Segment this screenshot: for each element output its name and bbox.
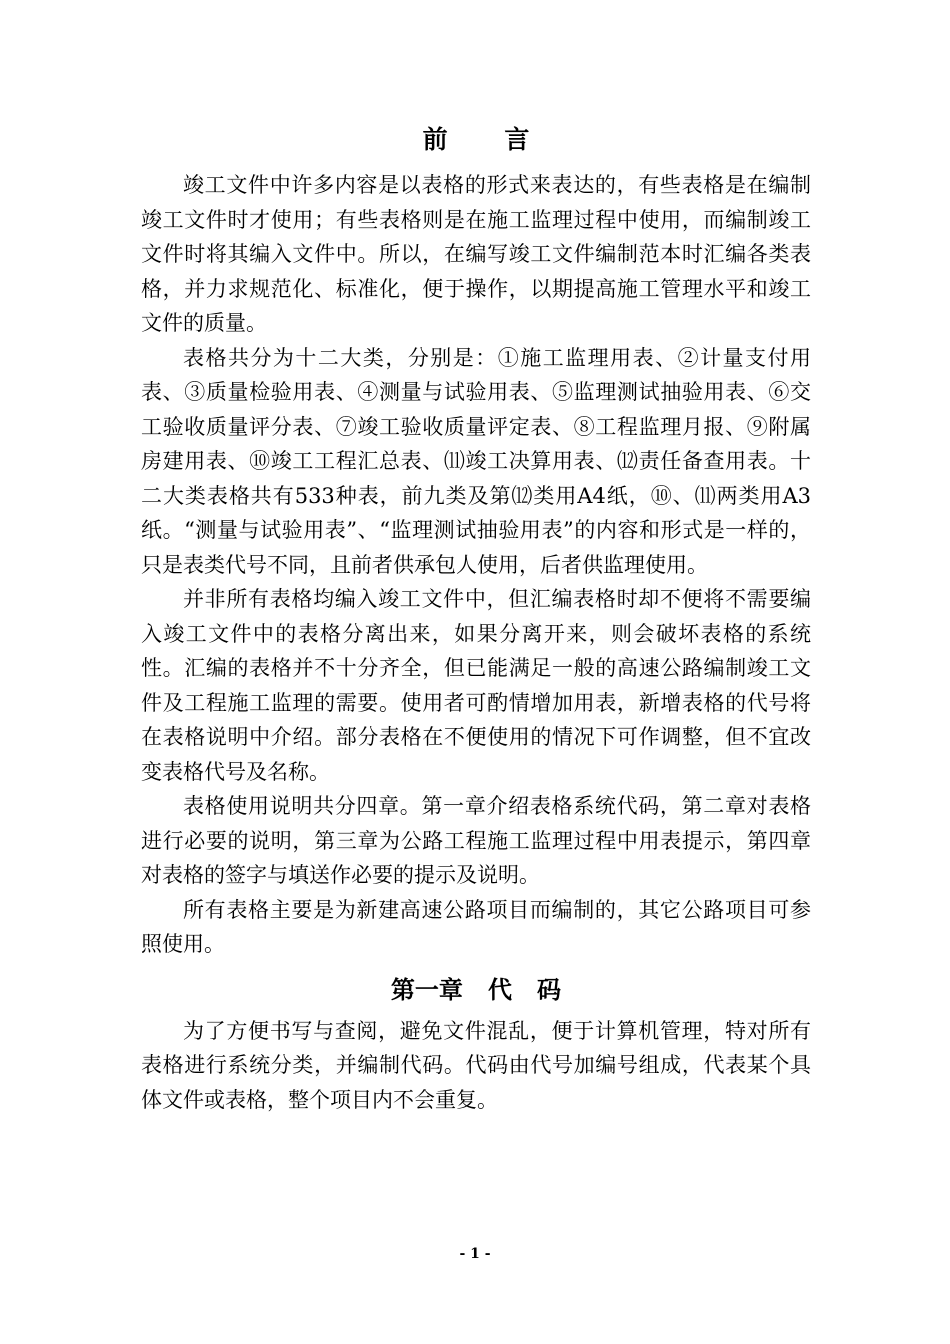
chapter-1-paragraph-1: 为了方便书写与查阅，避免文件混乱，便于计算机管理，特对所有表格进行系统分类，并编制代码。代码由代号加编号组成，代表某个具体文件或表格，整个项目内不会重复。 (141, 1018, 811, 1112)
document-body (141, 118, 811, 1117)
preface-title: 前 言 (422, 125, 554, 154)
preface-paragraph-5: 所有表格主要是为新建高速公路项目而编制的，其它公路项目可参照使用。 (141, 897, 811, 956)
preface-paragraph-2: 表格共分为十二大类，分别是：①施工监理用表、②计量支付用表、③质量检验用表、④测量与试验用表、⑤监理测试抽验用表、⑥交工验收质量评分表、⑦竣工验收质量评定表、⑧工程监理月报、⑨附属房建用表、⑩竣工工程汇总表、⑾竣工决算用表、⑿责任备查用表。十二大类表格共有533种表，前九类及第⑿类用A4纸，⑩、⑾两类用A3纸。“测量与试验用表”、“监理测试抽验用表”的内容和形式是一样的，只是表类代号不同，且前者供承包人使用，后者供监理使用。 (141, 345, 811, 577)
chapter-1-title: 第一章 代 码 (390, 974, 562, 1004)
preface-paragraph-3: 并非所有表格均编入竣工文件中，但汇编表格时却不便将不需要编入竣工文件中的表格分离出来，如果分离开来，则会破坏表格的系统性。汇编的表格并不十分齐全，但已能满足一般的高速公路编制竣工文件及工程施工监理的需要。使用者可酌情增加用表，新增表格的代号将在表格说明中介绍。部分表格在不便使用的情况下可作调整，但不宜改变表格代号及名称。 (141, 587, 811, 784)
page-number: - 1 - (459, 1246, 491, 1262)
preface-paragraph-4: 表格使用说明共分四章。第一章介绍表格系统代码，第二章对表格进行必要的说明，第三章为公路工程施工监理过程中用表提示，第四章对表格的签字与填送作必要的提示及说明。 (141, 794, 811, 887)
preface-paragraph-1: 竣工文件中许多内容是以表格的形式来表达的，有些表格是在编制竣工文件时才使用；有些表格则是在施工监理过程中使用，而编制竣工文件时将其编入文件中。所以，在编写竣工文件编制范本时汇编各类表格，并力求规范化、标准化，便于操作，以期提高施工管理水平和竣工文件的质量。 (141, 173, 811, 335)
